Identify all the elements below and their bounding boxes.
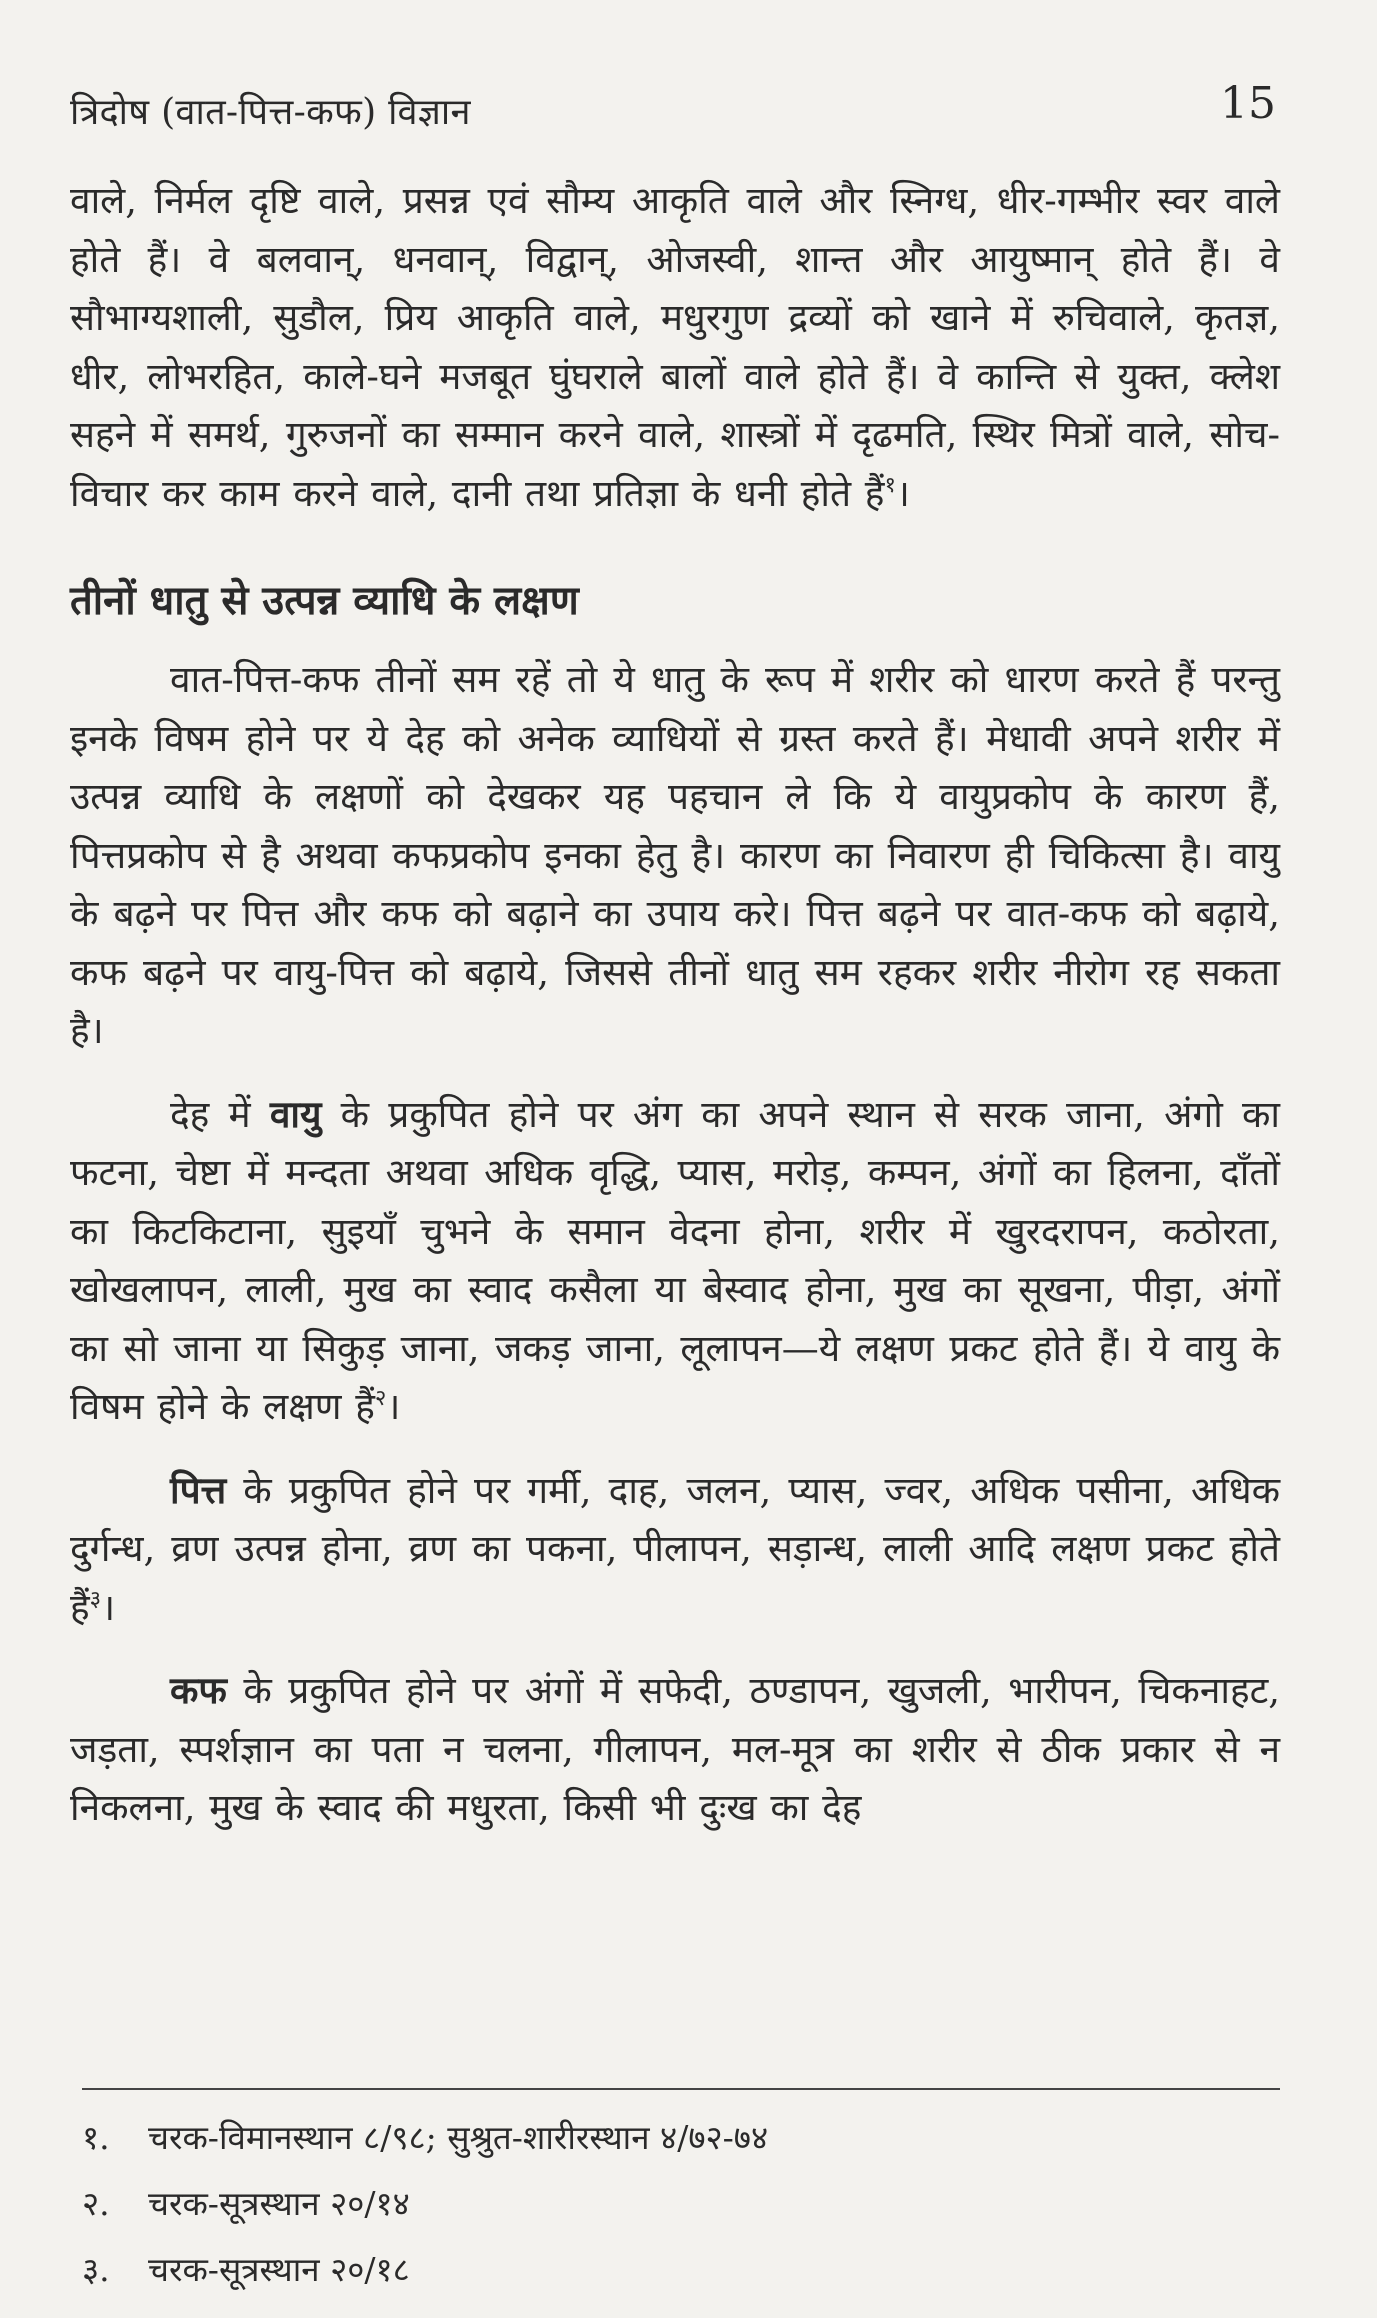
paragraph-tridosha: वात-पित्त-कफ तीनों सम रहें तो ये धातु के रूप में शरीर को धारण करते हैं परन्तु इनके विषम होने पर ये देह को अनेक व्याधियों से ग्रस्त करते हैं। मेधावी अपने शरीर में उत्पन्न व्याधि के लक्षणों को देखकर यह पहचान ले कि ये वायुप्रकोप के कारण हैं, पित्तप्रकोप से है अथवा कफप्रकोप इनका हेतु है। कारण का निवारण ही चिकित्सा है। वायु के बढ़ने पर पित्त और कफ को बढ़ाने का उपाय करे। पित्त बढ़ने पर वात-कफ को बढ़ाये, कफ बढ़ने पर वायु-पित्त को बढ़ाये, जिससे तीनों धातु सम रहकर शरीर नीरोग रह सकता है। (70, 658, 1280, 1052)
paragraph-qualities: वाले, निर्मल दृष्टि वाले, प्रसन्न एवं सौम्य आकृति वाले और स्निग्ध, धीर-गम्भीर स्वर वाले होते हैं। वे बलवान्, धनवान्, विद्वान्, ओजस्वी, शान्त और आयुष्मान् होते हैं। वे सौभाग्यशाली, सुडौल, प्रिय आकृति वाले, मधुरगुण द्रव्यों को खाने में रुचिवाले, कृतज्ञ, धीर, लोभरहित, काले-घने मजबूत घुंघराले बालों वाले होते हैं। वे कान्ति से युक्त, क्लेश सहने में समर्थ, गुरुजनों का सम्मान करने वाले, शास्त्रों में दृढमति, स्थिर मित्रों वाले, सोच-विचार कर काम करने वाले, दानी तथा प्रतिज्ञा के धनी होते हैं$^१$। (70, 179, 1280, 515)
footnote-number: ३. (82, 2250, 110, 2289)
footnote-text: चरक-सूत्रस्थान २०/१४ (148, 2184, 410, 2223)
term-vayu: वायु (269, 1091, 322, 1136)
running-title: त्रिदोष (वात-पित्त-कफ) विज्ञान (70, 92, 471, 133)
footnote-ref: १ (884, 472, 896, 498)
paragraph-text: के प्रकुपित होने पर अंग का अपने स्थान से सरक जाना, अंगो का फटना, चेष्टा में मन्दता अथवा अधिक वृद्धि, प्यास, मरोड़, कम्पन, अंगों का हिलना, दाँतों का किटकिटाना, सुइयाँ चुभने के समान वेदना होना, शरीर में खुरदरापन, कठोरता, खोखलापन, लाली, मुख का स्वाद कसैला या बेस्वाद होना, मुख का सूखना, पीड़ा, अंगों का सो जाना या सिकुड़ जाना, जकड़ जाना, लूलापन—ये लक्षण प्रकट होते हैं। ये वायु के विषम होने के लक्षण हैं (70, 1092, 1281, 1428)
footnote-item (82, 2171, 1280, 2237)
footnote-text: चरक-विमानस्थान ८/९८; सुश्रुत-शारीरस्थान ४/७२-७४ (148, 2118, 769, 2157)
paragraph-text: वाले, निर्मल दृष्टि वाले, प्रसन्न एवं सौम्य आकृति वाले और स्निग्ध, धीर-गम्भीर स्वर वाले होते हैं। वे बलवान्, धनवान्, विद्वान्, ओजस्वी, शान्त और आयुष्मान् होते हैं। वे सौभाग्यशाली, सुडौल, प्रिय आकृति वाले, मधुरगुण द्रव्यों को खाने में रुचिवाले, कृतज्ञ, धीर, लोभरहित, काले-घने मजबूत घुंघराले बालों वाले होते हैं। वे कान्ति से युक्त, क्लेश सहने में समर्थ, गुरुजनों का सम्मान करने वाले, शास्त्रों में दृढमति, स्थिर मित्रों वाले, सोच-विचार कर काम करने वाले, दानी तथा प्रतिज्ञा के धनी होते हैं (70, 179, 1280, 515)
term-kapha: कफ (170, 1668, 227, 1712)
paragraph-lead: देह में (170, 1092, 251, 1136)
footnote-ref: ३ (89, 1586, 102, 1612)
paragraph-kapha (70, 1661, 1280, 1838)
paragraph-pitta: पित्त के प्रकुपित होने पर गर्मी, दाह, जलन, प्यास, ज्वर, अधिक पसीना, अधिक दुर्गन्ध, व्रण उत्पन्न होना, व्रण का पकना, पीलापन, सड़ान्ध, लाली आदि लक्षण प्रकट होते हैं$^३$। (70, 1467, 1280, 1629)
section-heading: तीनों धातु से उत्पन्न व्याधि के लक्षण (70, 577, 579, 624)
footnote-number: २. (82, 2184, 110, 2223)
running-header (70, 78, 1276, 138)
footnote-ref: २ (374, 1386, 387, 1411)
page-number: 15 (1220, 78, 1276, 129)
paragraph-text: के प्रकुपित होने पर गर्मी, दाह, जलन, प्यास, ज्वर, अधिक पसीना, अधिक दुर्गन्ध, व्रण उत्पन्न होना, व्रण का पकना, पीलापन, सड़ान्ध, लाली आदि लक्षण प्रकट होते हैं (70, 1468, 1280, 1629)
term-pitta: पित्त (170, 1467, 227, 1512)
footnote-divider (82, 2088, 1280, 2090)
paragraph-vayu: देह में वायु के प्रकुपित होने पर अंग का अपने स्थान से सरक जाना, अंगो का फटना, चेष्टा में मन्दता अथवा अधिक वृद्धि, प्यास, मरोड़, कम्पन, अंगों का हिलना, दाँतों का किटकिटाना, सुइयाँ चुभने के समान वेदना होना, शरीर में खुरदरापन, कठोरता, खोखलापन, लाली, मुख का स्वाद कसैला या बेस्वाद होना, मुख का सूखना, पीड़ा, अंगों का सो जाना या सिकुड़ जाना, जकड़ जाना, लूलापन—ये लक्षण प्रकट होते हैं। ये वायु के विषम होने के लक्षण हैं$^२$। (70, 1091, 1281, 1428)
footnote-number: १. (82, 2118, 110, 2157)
footnotes (82, 2105, 1280, 2303)
footnote-item (82, 2237, 1280, 2303)
footnote-text: चरक-सूत्रस्थान २०/१८ (148, 2250, 410, 2289)
body-text (70, 172, 1280, 1838)
paragraph-text: के प्रकुपित होने पर अंगों में सफेदी, ठण्डापन, खुजली, भारीपन, चिकनाहट, जड़ता, स्पर्शज्ञान का पता न चलना, गीलापन, मल-मूत्र का शरीर से ठीक प्रकार से न निकलना, मुख के स्वाद की मधुरता, किसी भी दुःख का देह (70, 1669, 1281, 1829)
footnote-item (82, 2105, 1280, 2171)
